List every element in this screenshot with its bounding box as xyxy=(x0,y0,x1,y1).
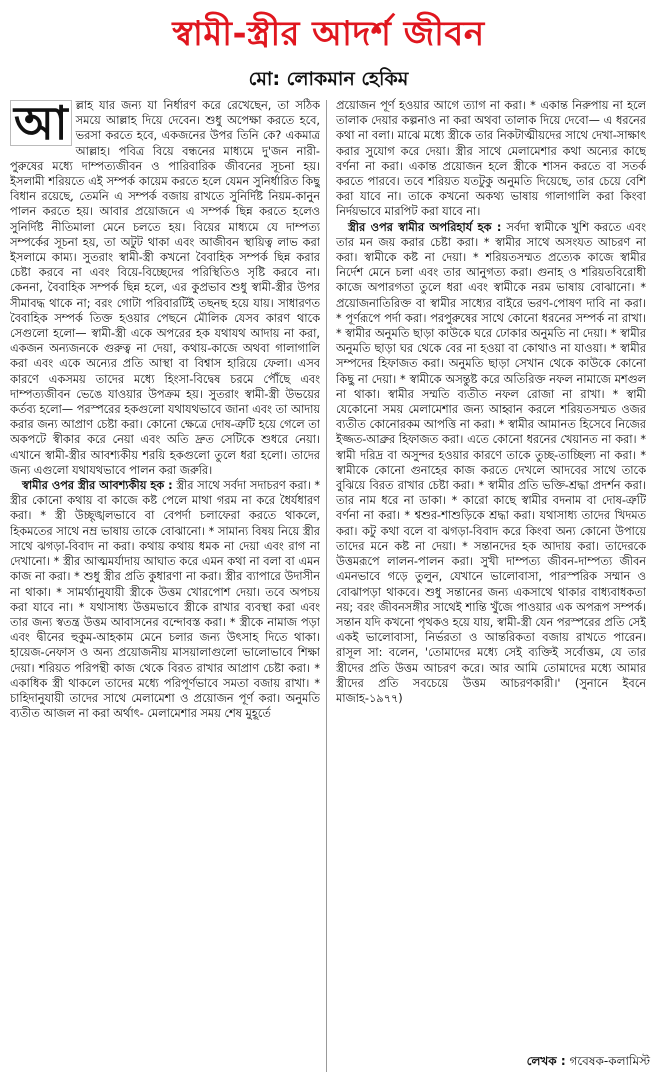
intro-paragraph xyxy=(10,98,320,478)
husband-duties-paragraph xyxy=(10,478,320,721)
wife-duties-paragraph xyxy=(336,220,646,707)
author-byline: মো: লোকমান হেকিম xyxy=(248,68,409,90)
wife-duties-text: সর্বদা স্বামীকে খুশি করতে এবং তার মন জয় করার চেষ্টা করা। * স্বামীর সাথে অসংযত আচরণ না করা। স্বামীকে কষ্ট না দেয়া। * শরিয়তসম্মত প্রত্যেক কাজে স্বামীর নির্দেশ মেনে চলা এবং তার আনুগত্য করা। গুনাহ ও শরিয়তবিরোধী কাজে অপারগতা তুলে ধরা এবং স্বামীকে নরম ভাষায় বোঝানো। * প্রয়োজনাতিরিক্ত বা স্বামীর সাধ্যের বাইরে ভরণ-পোষণ দাবি না করা। * পূর্ণরূপে পর্দা করা। পরপুরুষের সাথে কোনো ধরনের সম্পর্ক না রাখা। * স্বামীর অনুমতি ছাড়া কাউকে ঘরে ঢোকার অনুমতি না দেয়া। * স্বামীর অনুমতি ছাড়া ঘর থেকে বের না হওয়া বা কোথাও না যাওয়া। * স্বামীর সম্পদের হিফাজত করা। অনুমতি ছাড়া সেখান থেকে কাউকে কোনো কিছু না দেয়া। * স্বামীকে অসন্তুষ্ট করে অতিরিক্ত নফল নামাজে মশগুল না থাকা। স্বামীর সম্মতি ব্যতীত নফল রোজা না রাখা। * স্বামী যেকোনো সময় মেলামেশার জন্য আহ্বান করলে শরিয়তসম্মত ওজর ব্যতীত কোনোরকম আপত্তি না করা। * স্বামীর আমানত হিসেবে নিজের ইজ্জত-আব্রুর হিফাজত করা। এতে কোনো ধরনের খেয়ানত না করা। * স্বামী দরিদ্র বা অসুন্দর হওয়ার কারণে তাকে তুচ্ছ-তাচ্ছিল্য না করা। * স্বামীকে কোনো গুনাহের কাজ করতে দেখলে আদবের সাথে তাকে বুঝিয়ে বিরত রাখার চেষ্টা করা। * স্বামীর প্রতি ভক্তি-শ্রদ্ধা প্রদর্শন করা। তার নাম ধরে না ডাকা। * কারো কাছে স্বামীর বদনাম বা দোষ-ত্রুটি বর্ণনা না করা। * শ্বশুর-শাশুড়িকে শ্রদ্ধা করা। যথাসাধ্য তাদের খিদমত করা। কটু কথা বলে বা ঝগড়া-বিবাদ করে কিংবা অন্য কোনো উপায়ে তাদের মনে কষ্ট না দেয়া। * সন্তানদের হক আদায় করা। তাদেরকে উত্তমরূপে লালন-পালন করা। সুখী দাম্পত্য জীবন-দাম্পত্য জীবন এমনভাবে গড়ে তুলুন, যেখানে ভালোবাসা, পারস্পরিক সম্মান ও বোঝাপড়া থাকবে। শুধু সন্তানের জন্য একসাথে থাকার বাধ্যবাধকতা নয়; বরং জীবনসঙ্গীর সাথেই শান্তি খুঁজে পাওয়ার এক অপরূপ সম্পর্ক। সন্তান যদি কখনো পৃথকও হয়ে যায়, স্বামী-স্ত্রী যেন পরস্পরের প্রতি সেই একই ভালোবাসা, নির্ভরতা ও আন্তরিকতা বজায় রাখতে পারেন। রাসূল সা: বলেন, 'তোমাদের মধ্যে সেই ব্যক্তিই সর্বোত্তম, যে তার স্ত্রীদের প্রতি উত্তম আচরণ করে। আর আমি তোমাদের মধ্যে আমার স্ত্রীদের প্রতি সবচেয়ে উত্তম আচরণকারী।' (সুনানে ইবনে মাজাহ-১৯৭৭) xyxy=(336,220,646,705)
article-title: স্বামী-স্ত্রীর আদর্শ জীবন xyxy=(172,14,485,54)
husband-duties-heading: স্বামীর ওপর স্ত্রীর আবশ্যকীয় হক : xyxy=(22,479,173,493)
right-column xyxy=(336,98,646,1038)
wife-duties-heading: স্ত্রীর ওপর স্বামীর অপরিহার্য হক : xyxy=(348,220,502,234)
author-credit-label: লেখক : xyxy=(526,1054,566,1068)
drop-cap: আ xyxy=(10,100,72,146)
continued-paragraph: প্রয়োজন পূর্ণ হওয়ার আগে ত্যাগ না করা। * একান্ত নিরুপায় না হলে তালাক দেয়ার কল্পনাও না করা অথবা তালাক দিয়ে দেবো— এ ধরনের কথা না বলা। মাঝে মধ্যে স্ত্রীকে তার নিকটাত্মীয়দের সাথে দেখা-সাক্ষাৎ করার সুযোগ করে দেয়া। স্ত্রীর সাথে মেলামেশার কথা অন্যের কাছে বর্ণনা না করা। একান্ত প্রয়োজন হলে স্ত্রীকে শাসন করতে বা সতর্ক করতে পারবে। তবে শরিয়ত যতটুকু অনুমতি দিয়েছে, তার চেয়ে বেশি করা যাবে না। তাকে কখনো অকথ্য ভাষায় গালাগালি করা কিংবা নির্দয়ভাবে মারপিট করা যাবে না। xyxy=(336,99,646,219)
author-credit xyxy=(455,1050,650,1072)
left-column xyxy=(10,98,320,1038)
intro-text: ল্লাহ যার জন্য যা নির্ধারণ করে রেখেছেন, তা সঠিক সময়ে আল্লাহ দিয়ে দেবেন। শুধু অপেক্ষা করতে হবে, ভরসা করতে হবে, একজনের উপর তিনি কে? একমাত্র আল্লাহ। পবিত্র বিয়ে বন্ধনের মাধ্যমে দু'জন নারী-পুরুষের মধ্যে দাম্পত্যজীবন ও পারিবারিক জীবনের সূচনা হয়। ইসলামী শরিয়তে এই সম্পর্ক কায়েম করতে হলে যেমন সুনির্ধারিত কিছু বিধান রয়েছে, তেমনি এ সম্পর্ক বজায় রাখতে সুনির্দিষ্ট নিয়ম-কানুন পালন করতে হয়। আবার প্রয়োজনে এ সম্পর্ক ছিন্ন করতে হলেও সুনির্দিষ্ট নীতিমালা মেনে চলতে হয়। বিয়ের মাধ্যমে যে দাম্পত্য সম্পর্কের সূচনা হয়, তা অটুট থাকা এবং আজীবন স্থায়িত্ব লাভ করা ইসলামে কাম্য। সুতরাং স্বামী-স্ত্রী কখনো বৈবাহিক সম্পর্ক ছিন্ন করার চেষ্টা করবে না এবং বিয়ে-বিচ্ছেদের পরিস্থিতিও সৃষ্টি করবে না। কেননা, বৈবাহিক সম্পর্ক ছিন্ন হলে, এর কুপ্রভাব শুধু স্বামী-স্ত্রীর উপর সীমাবদ্ধ থাকে না; বরং গোটা পরিবারটিই তছনছ হয়ে যায়। সাধারণত বৈবাহিক সম্পর্ক তিক্ত হওয়ার পেছনে মৌলিক যেসব কারণ থাকে সেগুলো হলো— স্বামী-স্ত্রী একে অপরের হক যথাযথ আদায় না করা, একজন অন্যজনকে গুরুত্ব না দেয়া, কথায়-কাজে অথবা গালাগালি করা এবং একে অন্যের প্রতি আস্থা বা বিশ্বাস হারিয়ে ফেলা। এসব কারণে একসময় তাদের মধ্যে হিংসা-বিদ্বেষ চরমে পৌঁছে এবং দাম্পত্যজীবন ভেঙে যাওয়ার উপক্রম হয়। সুতরাং স্বামী-স্ত্রী উভয়ের কর্তব্য হলো— পরস্পরের হকগুলো যথাযথভাবে জানা এবং তা আদায় করার জন্য আপ্রাণ চেষ্টা করা। কোনো ক্ষেত্রে দোষ-ত্রুটি হয়ে গেলে তা অকপটে স্বীকার করে নেয়া এবং অতি দ্রুত সেটিকে শুধরে নেয়া। এখানে স্বামী-স্ত্রীর আবশ্যকীয় শরয়ি হকগুলো তুলে ধরা হলো। তাদের জন্য এগুলো যথাযথভাবে পালন করা জরুরি। xyxy=(10,99,320,477)
author-credit-text: গবেষক-কলামিস্ট xyxy=(565,1054,650,1068)
column-divider xyxy=(326,100,327,1072)
husband-duties-text: স্ত্রীর সাথে সর্বদা সদাচরণ করা। * স্ত্রীর কোনো কথায় বা কাজে কষ্ট পেলে মাথা গরম না করে ধৈর্যধারণ করা। * স্ত্রী উচ্ছৃঙ্খলভাবে বা বেপর্দা চলাফেরা করতে থাকলে, হিকমতের সাথে নম্র ভাষায় তাকে বোঝানো। * সামান্য বিষয় নিয়ে স্ত্রীর সাথে ঝগড়া-বিবাদ না করা। কথায় কথায় ধমক না দেয়া এবং রাগ না দেখানো। * স্ত্রীর আত্মমর্যাদায় আঘাত করে এমন কথা না বলা বা এমন কাজ না করা। * শুধু স্ত্রীর প্রতি কুধারণা না করা। স্ত্রীর ব্যাপারে উদাসীন না থাকা। * সামর্থ্যানুযায়ী স্ত্রীকে উত্তম খোরপোশ দেয়া। তবে অপচয় করা যাবে না। * যথাসাধ্য উত্তমভাবে স্ত্রীকে রাখার ব্যবস্থা করা এবং তার জন্য স্বতন্ত্র উত্তম আবাসনের বন্দোবস্ত করা। * স্ত্রীকে নামাজ পড়া এবং দ্বীনের হুকুম-আহকাম মেনে চলার জন্য উৎসাহ দিতে থাকা। হায়েজ-নেফাস ও অন্য প্রয়োজনীয় মাসয়ালাগুলো ভালোভাবে শিক্ষা দেয়া। শরিয়ত পরিপন্থী কাজ থেকে বিরত রাখার আপ্রাণ চেষ্টা করা। * একাধিক স্ত্রী থাকলে তাদের মধ্যে পরিপূর্ণভাবে সমতা বজায় রাখা। * চাহিদানুযায়ী তাদের সাথে মেলামেশা ও প্রয়োজন পূর্ণ করা। অনুমতি ব্যতীত আজল না করা অর্থাৎ- মেলামেশার সময় শেষ মুহূর্তে xyxy=(10,479,320,721)
